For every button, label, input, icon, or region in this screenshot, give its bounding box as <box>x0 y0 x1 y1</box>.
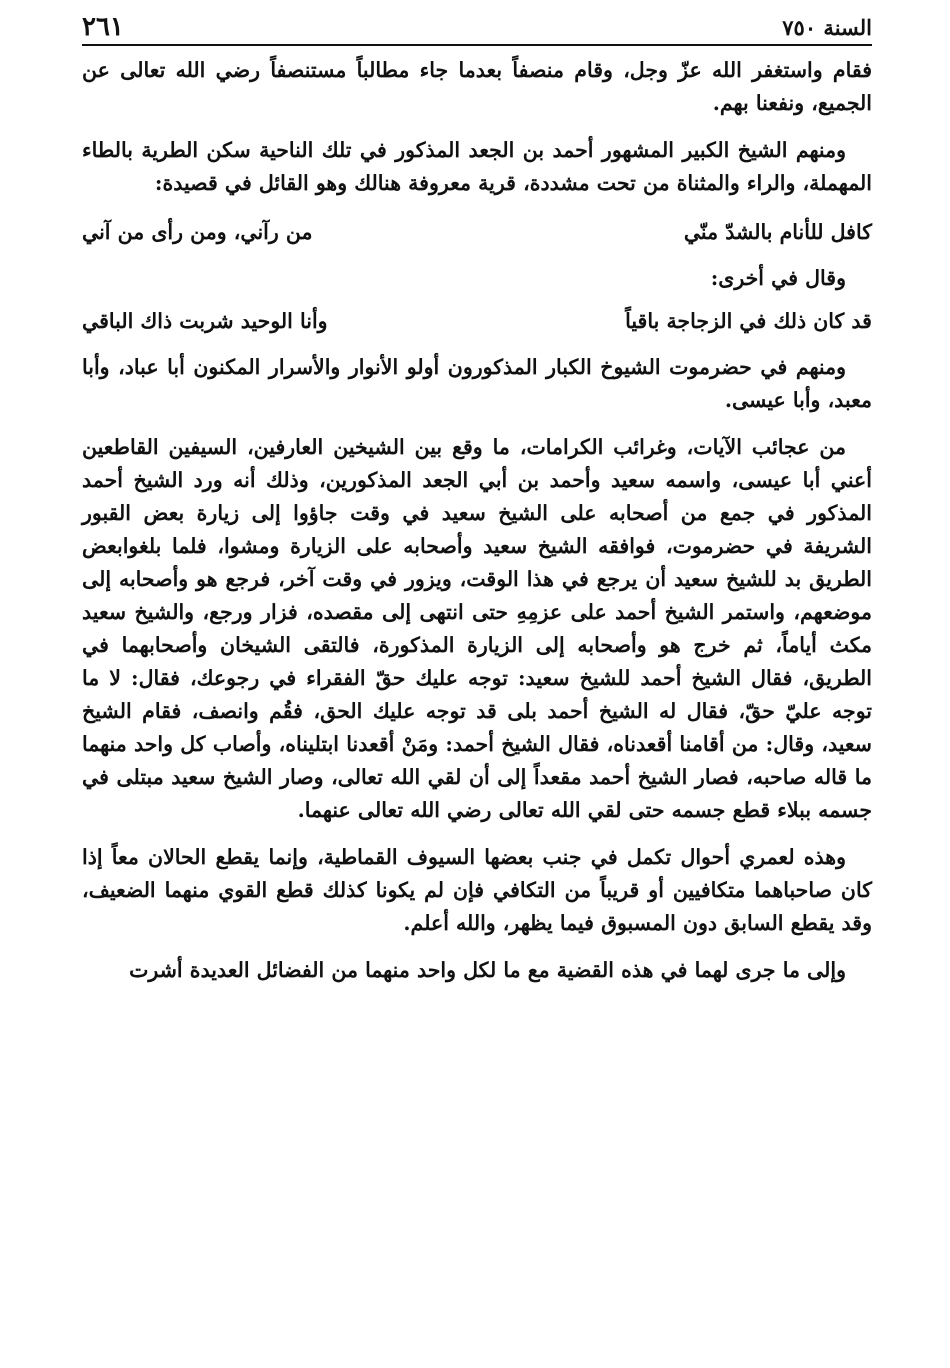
paragraph-continuation: فقام واستغفر الله عزّ وجل، وقام منصفاً بعدما جاء مطالباً مستنصفاً رضي الله تعالى عن الجميع، ونفعنا بهم. <box>82 58 872 115</box>
paragraph-commentary: وهذه لعمري أحوال تكمل في جنب بعضها السيوف القماطية، وإنما يقطع الحالان معاً إذا كان صاحباهما متكافيين أو قريباً من التكافي فإن لم يكونا كذلك قطع القوي منهما الضعيف، وقد يقطع السابق دون المسبوق فيما يظهر، والله أعلم. <box>82 845 872 935</box>
verse-1-first-hemistich: كافل للأنام بالشدّ منّي <box>683 220 872 244</box>
paragraph-hadramawt-sheikhs: ومنهم في حضرموت الشيوخ الكبار المذكورون أولو الأنوار والأسرار المكنون أبا عباد، وأبا معبد، وأبا عيسى. <box>82 355 872 412</box>
verse-2-first-hemistich: قد كان ذلك في الزجاجة باقياً <box>625 309 872 333</box>
verse-1-second-hemistich: من رآني، ومن رأى من آني <box>82 220 313 244</box>
verse-intro-label: وقال في أخرى: <box>710 266 846 290</box>
paragraph-karamat-story: من عجائب الآيات، وغرائب الكرامات، ما وقع بين الشيخين العارفين، السيفين القاطعين أعني أبا عيسى، واسمه سعيد وأحمد بن أبي الجعد المذكورين، وذلك أنه ورد الشيخ أحمد المذكور في جمع من أصحابه على الشيخ سعيد في وقت جاؤوا إلى زيارة بعض القبور الشريفة في حضرموت، فوافقه الشيخ سعيد وأصحابه على الزيارة ومشوا، فلما بلغوابعض الطريق بد للشيخ سعيد أن يرجع في هذا الوقت، ويزور في وقت آخر، فرجع هو وأصحابه إلى موضعهم، واستمر الشيخ أحمد على عزمِهِ حتى انتهى إلى مقصده، فزار ورجع، والشيخ سعيد مكث أياماً، ثم خرج هو وأصحابه إلى الزيارة المذكورة، فالتقى الشيخان وأصحابهما في الطريق، فقال الشيخ أحمد للشيخ سعيد: توجه عليك حقّ الفقراء في رجوعك، فقال: لا ما توجه عليّ حقّ، فقال له الشيخ أحمد بلى قد توجه عليك الحق، فقُم وانصف، فقام الشيخ سعيد، وقال: من أقامنا أقعدناه، فقال الشيخ أحمد: ومَنْ أقعدنا ابتليناه، وأصاب كل واحد منهما ما قاله صاحبه، فصار الشيخ أحمد مقعداً إلى أن لقي الله تعالى، وصار الشيخ سعيد مبتلى في جسمه ببلاء قطع جسمه حتى لقي الله تعالى رضي الله تعالى عنهما. <box>82 435 872 822</box>
page-body <box>82 54 872 1001</box>
page-number: ٢٦١ <box>82 12 124 42</box>
paragraph-ibn-al-jaad: ومنهم الشيخ الكبير المشهور أحمد بن الجعد المذكور في تلك الناحية سكن الطرية بالطاء المهملة، والراء والمثناة من تحت مشددة، قرية معروفة هنالك وهو القائل في قصيدة: <box>82 138 872 195</box>
verse-line-2 <box>82 303 872 339</box>
running-title: السنة ٧٥٠ <box>782 14 872 40</box>
paragraph-final: وإلى ما جرى لهما في هذه القضية مع ما لكل واحد منهما من الفضائل العديدة أشرت <box>129 958 846 982</box>
verse-2-second-hemistich: وأنا الوحيد شربت ذاك الباقي <box>82 309 328 333</box>
verse-line-1 <box>82 214 872 250</box>
page-header <box>82 10 872 46</box>
